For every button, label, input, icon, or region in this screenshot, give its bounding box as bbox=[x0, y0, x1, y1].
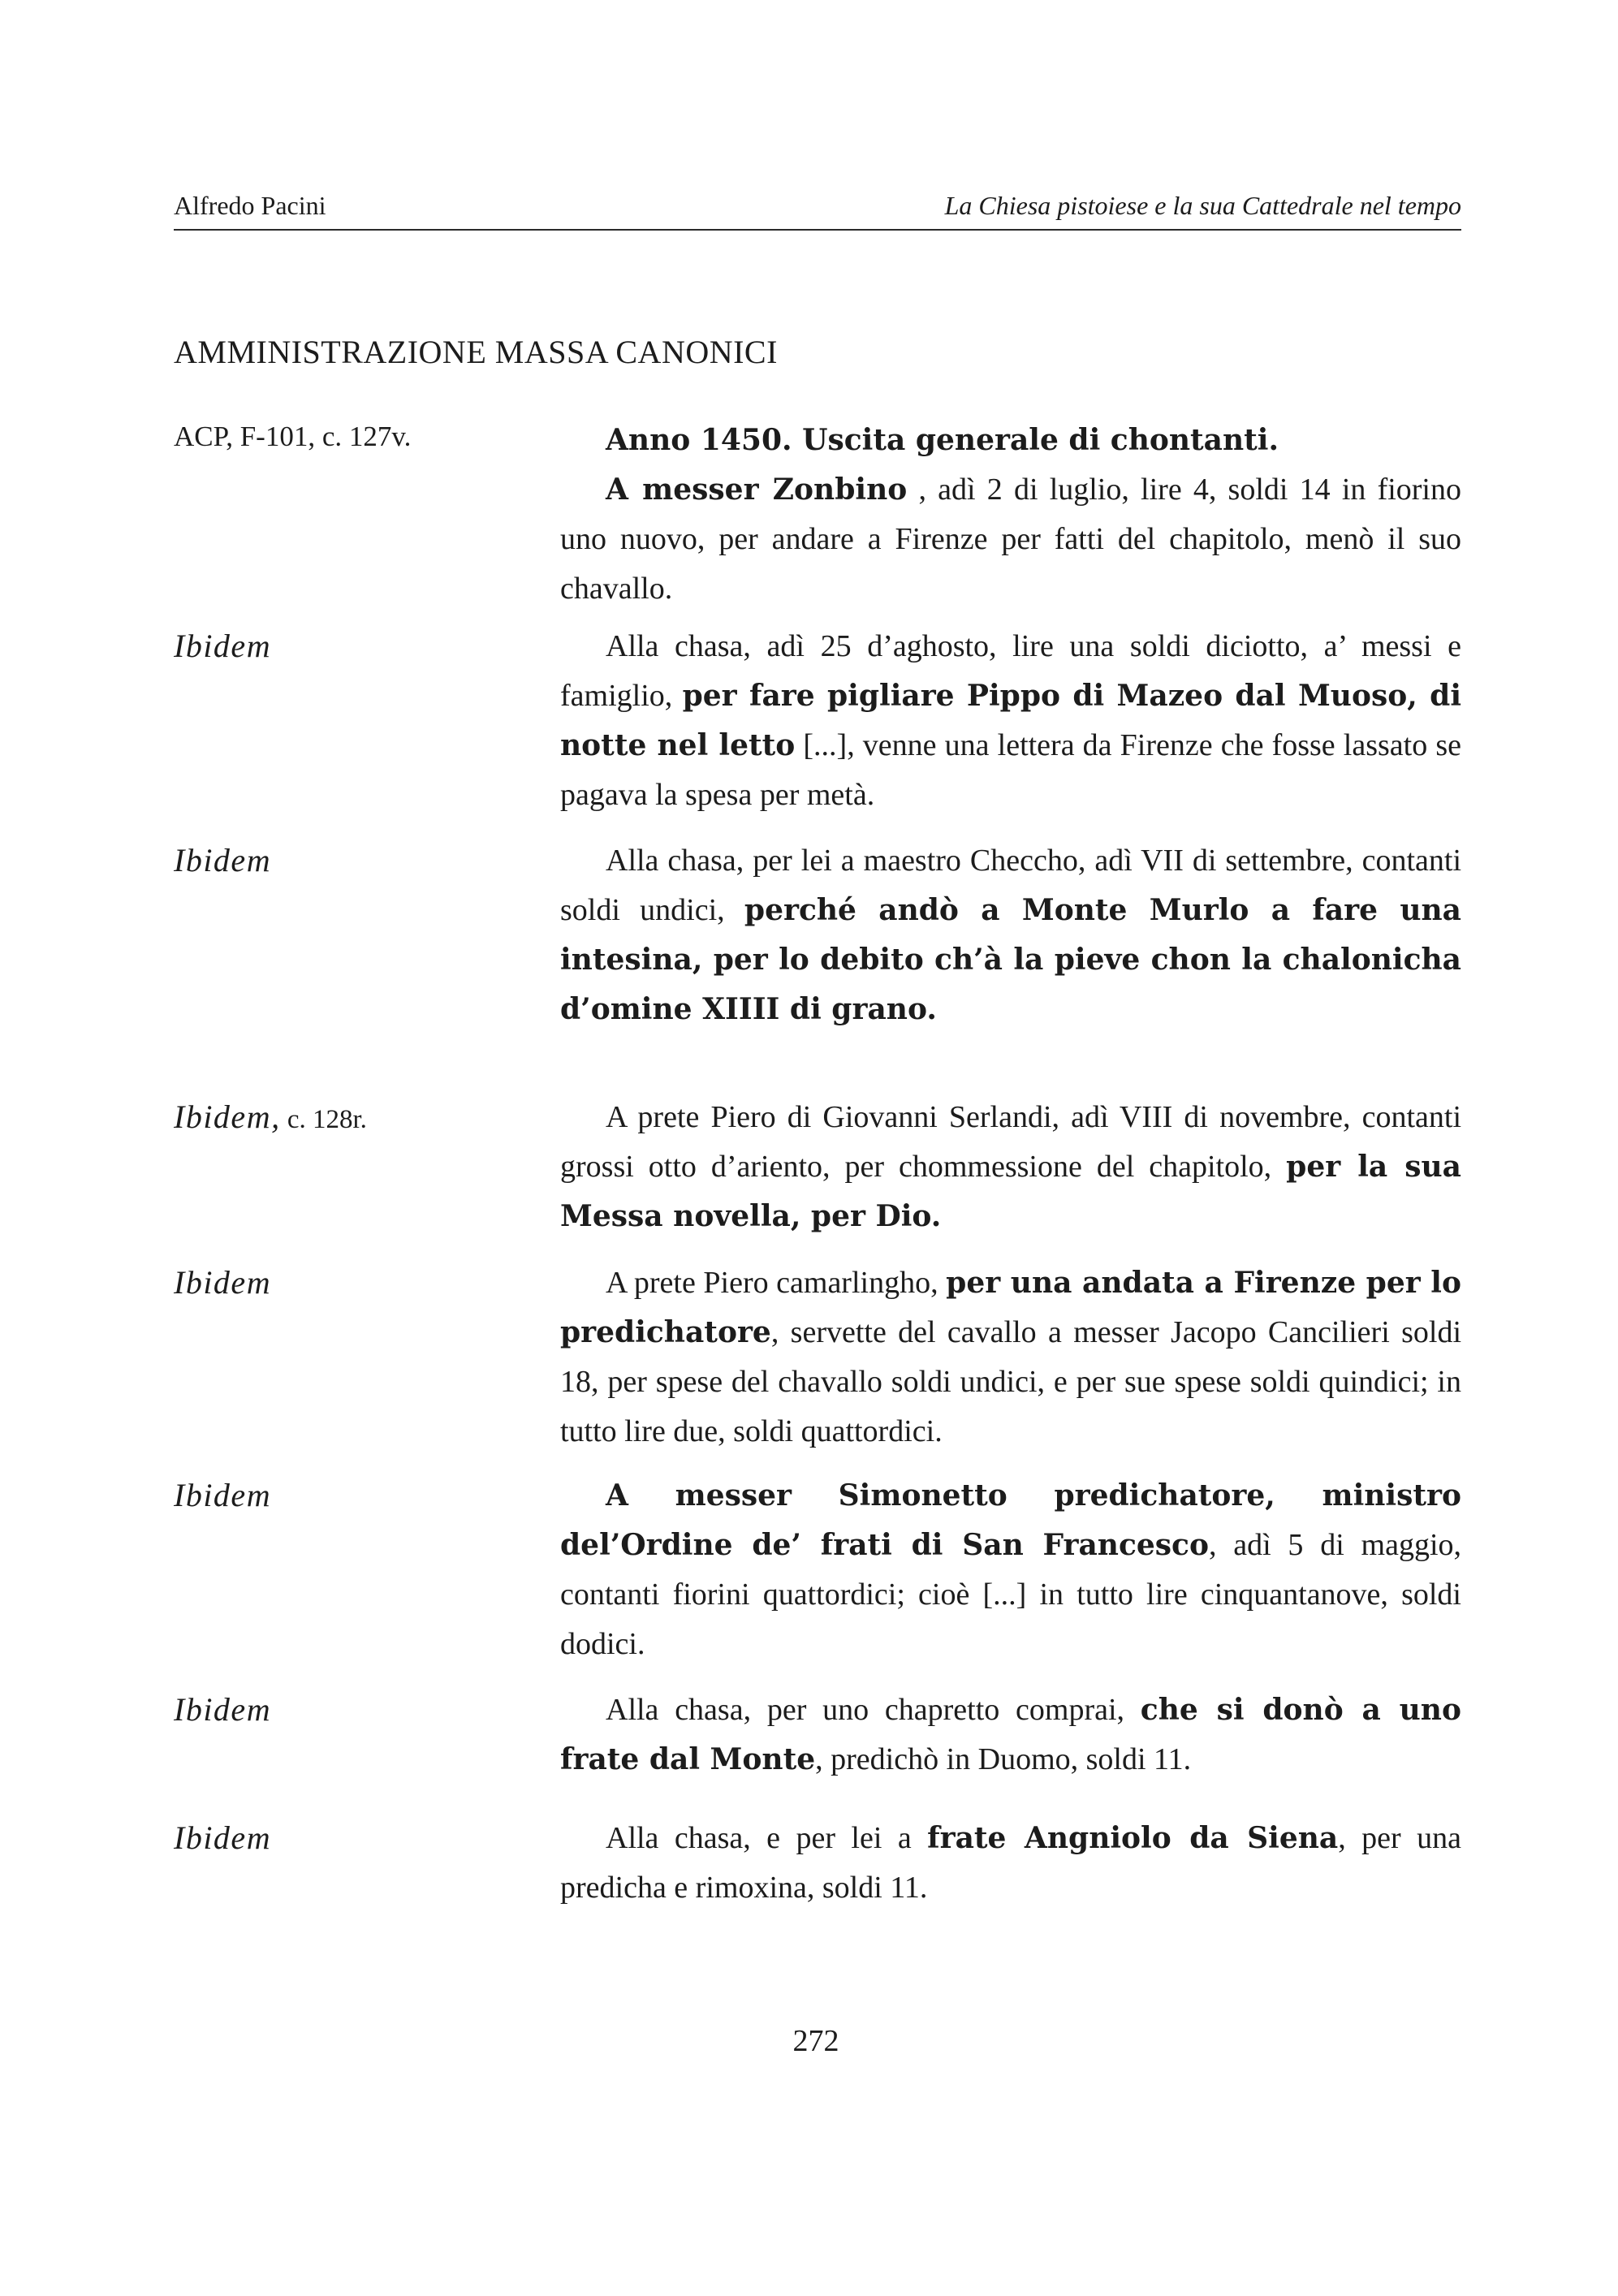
entry-bold-text: per la sua Messa novella, per Dio. bbox=[560, 1150, 1461, 1233]
entry-text bbox=[560, 1093, 1461, 1241]
entry-reference: Ibidem bbox=[174, 628, 272, 664]
entry-plain-text: [...], venne una lettera da Firenze che fosse lassato se pagava la spesa per metà. bbox=[560, 728, 1461, 812]
entry-text bbox=[560, 416, 1461, 614]
entry-text bbox=[560, 622, 1461, 820]
entry-bold-text: per una andata a Firenze per lo predichatore bbox=[560, 1266, 1461, 1349]
entry-plain-text: Alla chasa, per lei a maestro Checcho, adì VII di settembre, contanti soldi undici, bbox=[560, 844, 1461, 927]
reference-ibidem: Ibidem, bbox=[174, 1098, 281, 1135]
header-book-title: La Chiesa pistoiese e la sua Cattedrale nel tempo bbox=[944, 191, 1461, 220]
entry-plain-text: Alla chasa, adì 25 d’aghosto, lire una soldi diciotto, a’ messi e famiglio, bbox=[560, 629, 1461, 713]
entry-bold-text: per fare pigliare Pippo di Mazeo dal Muoso, di notte nel letto bbox=[560, 679, 1461, 762]
entry-text bbox=[560, 1258, 1461, 1457]
entry-plain-text: , per una predicha e rimoxina, soldi 11. bbox=[560, 1821, 1461, 1905]
reference-folio: c. 128r. bbox=[280, 1105, 367, 1134]
entry-bold-text: A messer Simonetto predichatore, ministro del’Ordine de’ frati di San Francesco bbox=[560, 1478, 1461, 1562]
entry-reference bbox=[174, 1098, 367, 1136]
page-number: 272 bbox=[792, 2024, 839, 2058]
entry-text bbox=[560, 836, 1461, 1034]
entry-plain-text: Alla chasa, per uno chapretto comprai, bbox=[606, 1693, 1141, 1727]
section-title: AMMINISTRAZIONE MASSA CANONICI bbox=[174, 334, 778, 370]
header-author: Alfredo Pacini bbox=[174, 191, 326, 220]
entry-bold-text: che si donò a uno frate dal Monte bbox=[560, 1693, 1461, 1776]
entry-heading: Anno 1450. Uscita generale di chontanti. bbox=[606, 423, 1279, 457]
entry-plain-text: , predichò in Duomo, soldi 11. bbox=[815, 1742, 1192, 1776]
entry-bold-text: perché andò a Monte Murlo a fare una intesina, per lo debito ch’à la pieve chon la chalonicha d’omine XIIII di grano. bbox=[560, 893, 1461, 1026]
entry-plain-text: A prete Piero camarlingho, bbox=[606, 1266, 947, 1300]
entry-bold-text: frate Angniolo da Siena bbox=[927, 1821, 1339, 1855]
entry-reference: Ibidem bbox=[174, 1264, 272, 1301]
entry-plain-text: Alla chasa, e per lei a bbox=[606, 1821, 928, 1855]
entry-reference: Ibidem bbox=[174, 1691, 272, 1728]
entry-text bbox=[560, 1471, 1461, 1669]
entry-text bbox=[560, 1685, 1461, 1785]
entry-plain-text: , adì 2 di luglio, lire 4, soldi 14 in fiorino uno nuovo, per andare a Firenze per fatti del chapitolo, menò il suo chavallo. bbox=[560, 473, 1461, 606]
entry-bold-text: A messer Zonbino bbox=[606, 473, 908, 507]
entry-text bbox=[560, 1814, 1461, 1913]
entry-reference: Ibidem bbox=[174, 1477, 272, 1513]
running-header bbox=[174, 192, 1461, 231]
entry-plain-text: , adì 5 di maggio, contanti fiorini quattordici; cioè [...] in tutto lire cinquantanove, soldi dodici. bbox=[560, 1528, 1461, 1661]
entry-reference: Ibidem bbox=[174, 1819, 272, 1856]
entry-plain-text: , servette del cavallo a messer Jacopo Cancilieri soldi 18, per spese del chavallo soldi undici, e per sue spese soldi quindici; in tutto lire due, soldi quattordici. bbox=[560, 1315, 1461, 1448]
entry-reference: Ibidem bbox=[174, 842, 272, 878]
entry-reference: ACP, F-101, c. 127v. bbox=[174, 421, 412, 452]
entry-plain-text: A prete Piero di Giovanni Serlandi, adì VIII di novembre, contanti grossi otto d’ariento, per chommessione del chapitolo, bbox=[560, 1100, 1461, 1184]
